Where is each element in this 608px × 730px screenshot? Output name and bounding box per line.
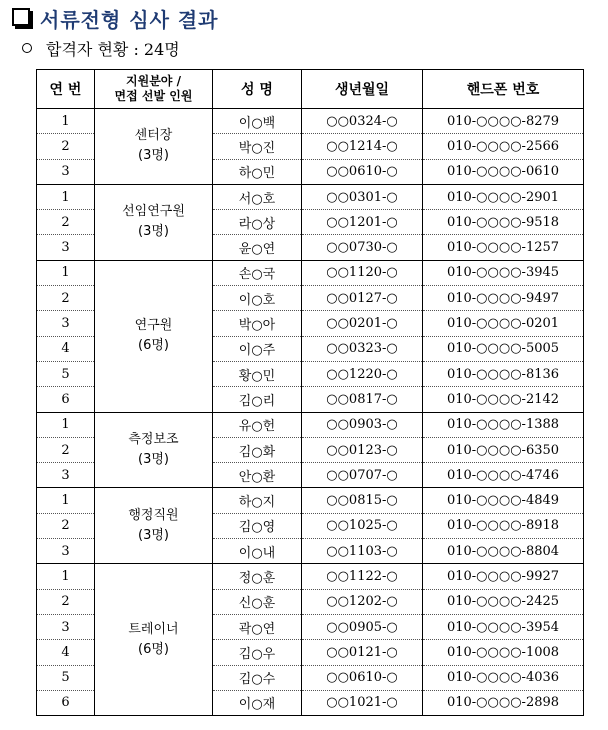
birth-date: ○○1214-○ xyxy=(302,134,423,159)
phone-number: 010-○○○○-8279 xyxy=(423,109,584,134)
subtitle xyxy=(22,36,180,60)
phone-number: 010-○○○○-2142 xyxy=(423,387,584,412)
title-text: 서류전형 심사 결과 xyxy=(40,7,219,32)
phone-number: 010-○○○○-8136 xyxy=(423,361,584,386)
birth-date: ○○0201-○ xyxy=(302,311,423,336)
applicant-name: 라○상 xyxy=(213,210,302,235)
field-count: (3명) xyxy=(138,527,169,543)
header-birth: 생년월일 xyxy=(302,70,423,109)
field-name: 연구원 xyxy=(134,318,173,334)
birth-date: ○○0123-○ xyxy=(302,437,423,462)
header-no: 연 번 xyxy=(37,70,95,109)
applicant-name: 이○주 xyxy=(213,336,302,361)
field-name: 센터장 xyxy=(134,128,173,144)
phone-number: 010-○○○○-0201 xyxy=(423,311,584,336)
row-number: 1 xyxy=(37,260,95,285)
table-row xyxy=(37,488,584,513)
row-number: 3 xyxy=(37,159,95,184)
birth-date: ○○0707-○ xyxy=(302,463,423,488)
field-cell xyxy=(95,109,213,185)
phone-number: 010-○○○○-1388 xyxy=(423,412,584,437)
phone-number: 010-○○○○-6350 xyxy=(423,437,584,462)
phone-number: 010-○○○○-3945 xyxy=(423,260,584,285)
field-cell xyxy=(95,184,213,260)
phone-number: 010-○○○○-2425 xyxy=(423,589,584,614)
field-name: 행정직원 xyxy=(128,507,179,523)
birth-date: ○○1220-○ xyxy=(302,361,423,386)
phone-number: 010-○○○○-4849 xyxy=(423,488,584,513)
birth-date: ○○0127-○ xyxy=(302,286,423,311)
phone-number: 010-○○○○-4036 xyxy=(423,665,584,690)
field-name: 선임연구원 xyxy=(122,204,185,220)
field-cell xyxy=(95,564,213,716)
square-bullet-icon xyxy=(12,8,30,26)
header-field-line2: 면접 선발 인원 xyxy=(114,89,193,103)
birth-date: ○○0903-○ xyxy=(302,412,423,437)
phone-number: 010-○○○○-8918 xyxy=(423,513,584,538)
phone-number: 010-○○○○-8804 xyxy=(423,539,584,564)
birth-date: ○○0301-○ xyxy=(302,184,423,209)
phone-number: 010-○○○○-9518 xyxy=(423,210,584,235)
birth-date: ○○0815-○ xyxy=(302,488,423,513)
birth-date: ○○1103-○ xyxy=(302,539,423,564)
applicant-name: 김○영 xyxy=(213,513,302,538)
phone-number: 010-○○○○-2566 xyxy=(423,134,584,159)
table-row xyxy=(37,184,584,209)
phone-number: 010-○○○○-0610 xyxy=(423,159,584,184)
row-number: 3 xyxy=(37,539,95,564)
applicant-name: 신○훈 xyxy=(213,589,302,614)
header-field xyxy=(95,70,213,109)
table-row xyxy=(37,564,584,589)
table-row xyxy=(37,412,584,437)
applicant-name: 이○호 xyxy=(213,286,302,311)
phone-number: 010-○○○○-1257 xyxy=(423,235,584,260)
row-number: 1 xyxy=(37,412,95,437)
field-name: 트레이너 xyxy=(128,621,179,637)
applicant-name: 유○헌 xyxy=(213,412,302,437)
row-number: 3 xyxy=(37,235,95,260)
birth-date: ○○0121-○ xyxy=(302,640,423,665)
applicant-name: 황○민 xyxy=(213,361,302,386)
row-number: 4 xyxy=(37,640,95,665)
row-number: 2 xyxy=(37,210,95,235)
phone-number: 010-○○○○-5005 xyxy=(423,336,584,361)
field-name: 측정보조 xyxy=(128,432,179,447)
header-field-line1: 지원분야 / xyxy=(126,74,181,88)
row-number: 6 xyxy=(37,690,95,715)
field-cell xyxy=(95,488,213,564)
row-number: 2 xyxy=(37,134,95,159)
row-number: 5 xyxy=(37,361,95,386)
row-number: 3 xyxy=(37,311,95,336)
phone-number: 010-○○○○-1008 xyxy=(423,640,584,665)
birth-date: ○○0905-○ xyxy=(302,614,423,639)
phone-number: 010-○○○○-2898 xyxy=(423,690,584,715)
applicant-name: 곽○연 xyxy=(213,614,302,639)
phone-number: 010-○○○○-3954 xyxy=(423,614,584,639)
row-number: 6 xyxy=(37,387,95,412)
applicant-name: 이○내 xyxy=(213,539,302,564)
applicant-name: 정○훈 xyxy=(213,564,302,589)
birth-date: ○○1120-○ xyxy=(302,260,423,285)
applicant-name: 윤○연 xyxy=(213,235,302,260)
row-number: 1 xyxy=(37,109,95,134)
row-number: 4 xyxy=(37,336,95,361)
birth-date: ○○1021-○ xyxy=(302,690,423,715)
field-count: (6명) xyxy=(138,338,169,354)
document-title xyxy=(12,3,219,33)
header-name: 성 명 xyxy=(213,70,302,109)
applicant-name: 하○지 xyxy=(213,488,302,513)
field-count: (3명) xyxy=(138,452,169,467)
birth-date: ○○0817-○ xyxy=(302,387,423,412)
row-number: 2 xyxy=(37,589,95,614)
birth-date: ○○0323-○ xyxy=(302,336,423,361)
birth-date: ○○1122-○ xyxy=(302,564,423,589)
row-number: 2 xyxy=(37,286,95,311)
table-body xyxy=(37,109,584,716)
applicant-name: 이○백 xyxy=(213,109,302,134)
subtitle-text: 합격자 현황 : 24명 xyxy=(46,39,180,59)
applicant-name: 김○리 xyxy=(213,387,302,412)
row-number: 1 xyxy=(37,184,95,209)
row-number: 2 xyxy=(37,513,95,538)
table-header-row xyxy=(37,70,584,109)
applicant-name: 손○국 xyxy=(213,260,302,285)
applicant-name: 김○화 xyxy=(213,437,302,462)
birth-date: ○○1025-○ xyxy=(302,513,423,538)
row-number: 3 xyxy=(37,614,95,639)
phone-number: 010-○○○○-4746 xyxy=(423,463,584,488)
birth-date: ○○0730-○ xyxy=(302,235,423,260)
row-number: 1 xyxy=(37,488,95,513)
field-count: (6명) xyxy=(138,641,169,657)
birth-date: ○○0324-○ xyxy=(302,109,423,134)
birth-date: ○○1201-○ xyxy=(302,210,423,235)
circle-bullet-icon xyxy=(22,43,32,53)
applicant-name: 김○수 xyxy=(213,665,302,690)
row-number: 2 xyxy=(37,437,95,462)
results-table xyxy=(36,69,584,716)
row-number: 1 xyxy=(37,564,95,589)
field-count: (3명) xyxy=(138,224,169,240)
field-count: (3명) xyxy=(138,148,169,164)
applicant-name: 박○아 xyxy=(213,311,302,336)
row-number: 5 xyxy=(37,665,95,690)
phone-number: 010-○○○○-2901 xyxy=(423,184,584,209)
field-cell xyxy=(95,412,213,488)
applicant-name: 김○우 xyxy=(213,640,302,665)
applicant-name: 서○호 xyxy=(213,184,302,209)
applicant-name: 하○민 xyxy=(213,159,302,184)
row-number: 3 xyxy=(37,463,95,488)
phone-number: 010-○○○○-9927 xyxy=(423,564,584,589)
table-row xyxy=(37,109,584,134)
table-row xyxy=(37,260,584,285)
applicant-name: 이○재 xyxy=(213,690,302,715)
header-phone: 핸드폰 번호 xyxy=(423,70,584,109)
applicant-name: 안○환 xyxy=(213,463,302,488)
birth-date: ○○0610-○ xyxy=(302,159,423,184)
field-cell xyxy=(95,260,213,412)
birth-date: ○○1202-○ xyxy=(302,589,423,614)
applicant-name: 박○진 xyxy=(213,134,302,159)
phone-number: 010-○○○○-9497 xyxy=(423,286,584,311)
birth-date: ○○0610-○ xyxy=(302,665,423,690)
